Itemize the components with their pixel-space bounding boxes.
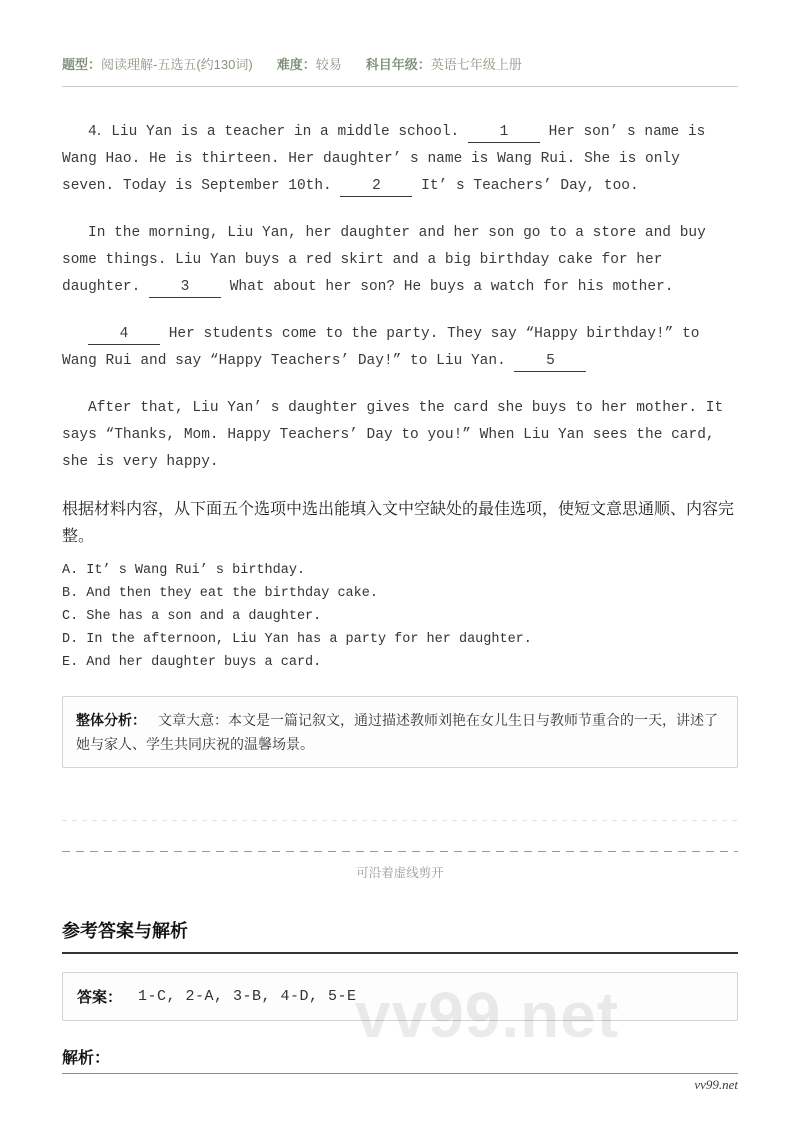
blank-1: 1 <box>468 122 540 143</box>
passage-paragraph: After that, Liu Yan’ s daughter gives the card she buys to her mother. It says “Thanks, Mom. Happy Teachers’ Day to you!” When Liu Yan sees the card, she is very happy. <box>62 400 724 470</box>
instruction: 根据材料内容，从下面五个选项中选出能填入文中空缺处的最佳选项，使短文意思通顺、内容完整。 <box>62 501 735 545</box>
options-list <box>62 559 738 674</box>
meta-difficulty-label: 难度： <box>276 57 316 72</box>
footer-site: vv99.net <box>694 1077 738 1092</box>
blank-5: 5 <box>514 351 586 372</box>
analysis-text: 文章大意：本文是一篇记叙文，通过描述教师刘艳在女儿生日与教师节重合的一天，讲述了她与家人、学生共同庆祝的温馨场景。 <box>76 712 718 752</box>
blank-2: 2 <box>340 176 412 197</box>
passage-paragraph: 4 Her students come to the party. They say “Happy birthday!” to Wang Rui and say “Happy Teachers’ Day!” to Liu Yan. 5 <box>62 321 738 375</box>
meta-header <box>62 54 738 73</box>
cut-section <box>62 820 738 881</box>
blank-4: 4 <box>88 324 160 345</box>
option-E: E. And her daughter buys a card. <box>62 655 322 670</box>
answer-values: 1-C, 2-A, 3-B, 4-D, 5-E <box>138 988 357 1005</box>
meta-question-type <box>62 54 253 73</box>
answer-box <box>62 972 738 1021</box>
meta-difficulty-value: 较易 <box>315 57 342 72</box>
meta-grade-label: 科目年级： <box>365 57 431 72</box>
analysis-label: 整体分析： <box>76 712 146 728</box>
analysis-box <box>62 696 738 768</box>
header-divider <box>62 86 738 87</box>
meta-grade-value: 英语七年级上册 <box>430 57 522 72</box>
answers-title: 参考答案与解析 <box>62 917 738 954</box>
cut-hint: 可沿着虚线剪开 <box>356 866 444 880</box>
passage-paragraph: In the morning, Liu Yan, her daughter and her son go to a store and buy some things. Liu Yan buys a red skirt and a big birthday cake for her daughter. 3 What about her son? He buys a watch for his mother. <box>62 220 738 301</box>
option-D: D. In the afternoon, Liu Yan has a party for her daughter. <box>62 632 532 647</box>
explanation-heading: 解析： <box>62 1050 111 1067</box>
meta-difficulty <box>277 54 342 73</box>
option-C: C. She has a son and a daughter. <box>62 609 322 624</box>
passage <box>62 119 738 476</box>
meta-type-label: 题型： <box>62 57 102 72</box>
meta-grade <box>366 54 522 73</box>
option-B: B. And then they eat the birthday cake. <box>62 586 378 601</box>
answer-label: 答案： <box>77 989 123 1006</box>
meta-type-value: 阅读理解-五选五(约130词) <box>101 57 253 72</box>
option-A: A. It’ s Wang Rui’ s birthday. <box>62 563 306 578</box>
passage-paragraph: 4．Liu Yan is a teacher in a middle school. 1 Her son’ s name is Wang Hao. He is thirteen. Her daughter’ s name is Wang Rui. She is only seven. Today is September 10th. 2 It’ s Teachers’ Day, too. <box>62 119 738 200</box>
dashed-line-light <box>62 820 738 821</box>
blank-3: 3 <box>149 277 221 298</box>
page-footer <box>62 1073 738 1093</box>
dashed-line-dark <box>62 851 738 852</box>
